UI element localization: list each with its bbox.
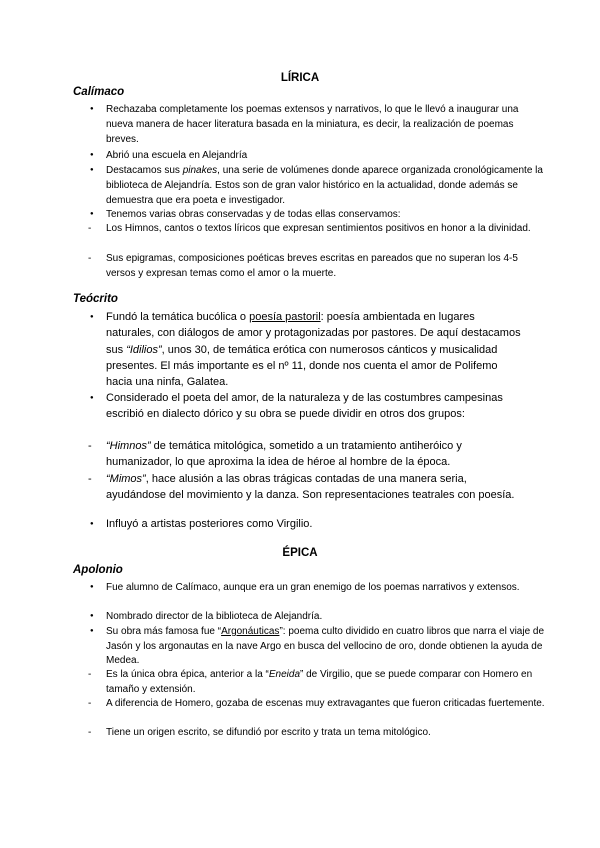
emphasis-idilios: “Idilios” [126,343,162,356]
item-text: Nombrado director de la biblioteca de Alejandría. [106,611,323,622]
bullet-marker [88,625,108,641]
dash-marker: - [88,473,92,485]
section-heading-epica: ÉPICA [282,547,318,559]
dash-marker: - [88,669,92,680]
bullet-marker [88,163,108,180]
item-text: Influyó a artistas posteriores como Virgilio. [106,518,313,530]
author-heading-teocrito: Teócrito [73,293,118,305]
dash-marker: - [88,698,92,709]
dash-marker: - [88,223,92,234]
dash-marker: - [88,727,92,738]
bullet-marker [88,390,108,408]
bullet-marker [88,610,108,626]
item-text: Considerado el poeta del amor, de la naturaleza y de las costumbres campesinas escribió en dialecto dórico y su obra se puede dividir en otros dos grupos: [106,392,503,421]
emphasis-pinakes: pinakes [182,165,218,176]
item-text: Tiene un origen escrito, se difundió por escrito y trata un tema mitológico. [106,727,431,738]
item-text: Su obra más famosa fue “Argonáuticas”: poema culto dividido en cuatro libros que narra el viaje de Jasón y los argonautas en la nave Argo en busca del vellocino de oro, donde obtienen la ayuda de Medea. [106,626,545,667]
item-text: Tenemos varias obras conservadas y de todas ellas conservamos: [106,209,401,220]
item-text: Los Himnos, cantos o textos líricos que expresan sentimientos positivos en honor a la divinidad. [106,223,531,234]
dash-marker: - [88,253,92,264]
item-text: “Mimos”, hace alusión a las obras trágicas contadas de una manera seria, ayudándose del movimiento y la danza. Son representaciones teatrales con poesía. [106,473,515,502]
item-text: Sus epigramas, composiciones poéticas breves escritas en pareados que no superan los 4-5 versos y expresan temas como el amor o la muerte. [106,253,518,279]
item-text: Destacamos sus pinakes, una serie de volúmenes donde aparece organizada cronológicamente la biblioteca de Alejandría. Estos son de gran valor histórico en la actualidad, donde además se demuestra que era poeta e investigador. [106,165,543,206]
item-text: Fundó la temática bucólica o poesía pastoril: poesía ambientada en lugares naturales, con diálogos de amor y protagonizadas por pastores. De aquí destacamos sus “Idilios”, unos 30, de temática erótica con numerosos cánticos y musicalidad presentes. El más importante es el nº 11, donde nos cuenta el amor de Polifemo hacia una ninfa, Galatea. [106,311,521,389]
emphasis-eneida: Eneida [268,669,301,680]
emphasis-mimos: “Mimos” [106,473,146,485]
author-heading-calimaco: Calímaco [73,86,125,98]
bullet-marker [88,102,108,119]
item-text: Rechazaba completamente los poemas extensos y narrativos, lo que le llevó a inaugurar una nueva manera de hacer literatura basada en la miniatura, es decir, la realización de poemas breves. [106,104,519,145]
item-text: Es la única obra épica, anterior a la “Eneida” de Virgilio, que se puede comparar con Homero en tamaño y extensión. [106,669,533,695]
item-text: Abrió una escuela en Alejandría [106,150,248,161]
underlined-term: poesía pastoril [249,311,321,323]
dash-marker: - [88,440,92,452]
item-text: Fue alumno de Calímaco, aunque era un gran enemigo de los poemas narrativos y extensos. [106,582,520,593]
underlined-title: Argonáuticas [221,626,280,637]
bullet-marker [88,581,108,597]
item-text: “Himnos” de temática mitológica, sometido a un tratamiento antiheróico y humanizador, lo que aproxima la idea de héroe al hombre de la época. [106,440,462,469]
section-heading-lirica: LÍRICA [280,72,320,84]
author-heading-apolonio: Apolonio [73,564,123,576]
emphasis-himnos: “Himnos” [106,440,151,452]
item-text: A diferencia de Homero, gozaba de escenas muy extravagantes que fueron criticadas fuertemente. [106,698,545,709]
bullet-marker [88,309,108,327]
bullet-marker [88,516,108,534]
